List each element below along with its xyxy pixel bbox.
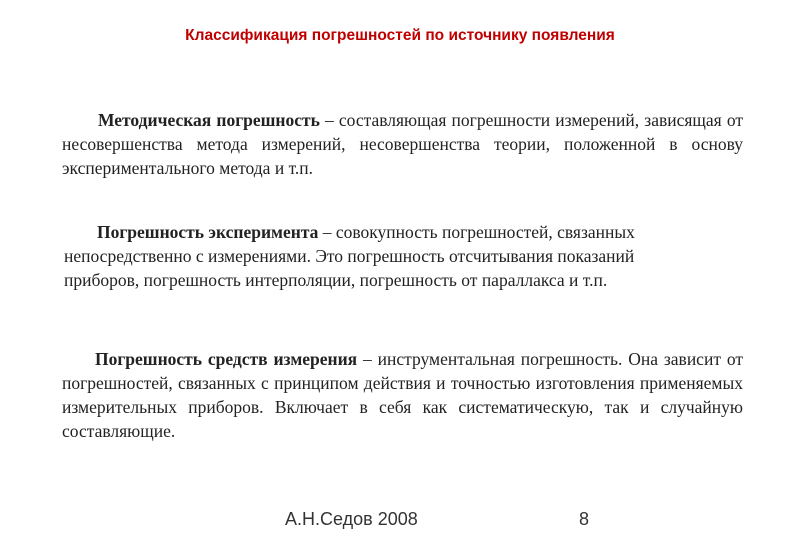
term-instrument-error: Погрешность средств измерения (95, 349, 358, 369)
definition-experiment-error-line2: непосредственно с измерениями. Это погрешность отсчитывания показаний (64, 246, 635, 266)
definition-instrument-error: – инструментальная погрешность. Она зависит от погрешностей, связанных с принципом действия и точностью изготовления применяемых измерительных приборов. Включает в себя как систематическую, так и случайную составляющие. (62, 349, 743, 441)
slide-title: Классификация погрешностей по источнику появления (185, 27, 615, 44)
definition-methodical-error: – составляющая погрешности измерений, зависящая от несовершенства метода измерений, несовершенства теории, положенной в основу экспериментального метода и т.п. (62, 110, 743, 178)
footer-author: А.Н.Седов 2008 (285, 509, 418, 529)
paragraph-experiment-error (64, 220, 744, 292)
paragraph-instrument-error (62, 347, 743, 443)
footer-page-number: 8 (579, 509, 590, 529)
paragraph-methodical-error (62, 108, 743, 180)
definition-experiment-error-line3: приборов, погрешность интерполяции, погрешность от параллакса и т.п. (64, 270, 608, 290)
term-methodical-error: Методическая погрешность (98, 110, 320, 130)
definition-experiment-error-line1: – совокупность погрешностей, связанных (318, 222, 635, 242)
term-experiment-error: Погрешность эксперимента (97, 222, 319, 242)
